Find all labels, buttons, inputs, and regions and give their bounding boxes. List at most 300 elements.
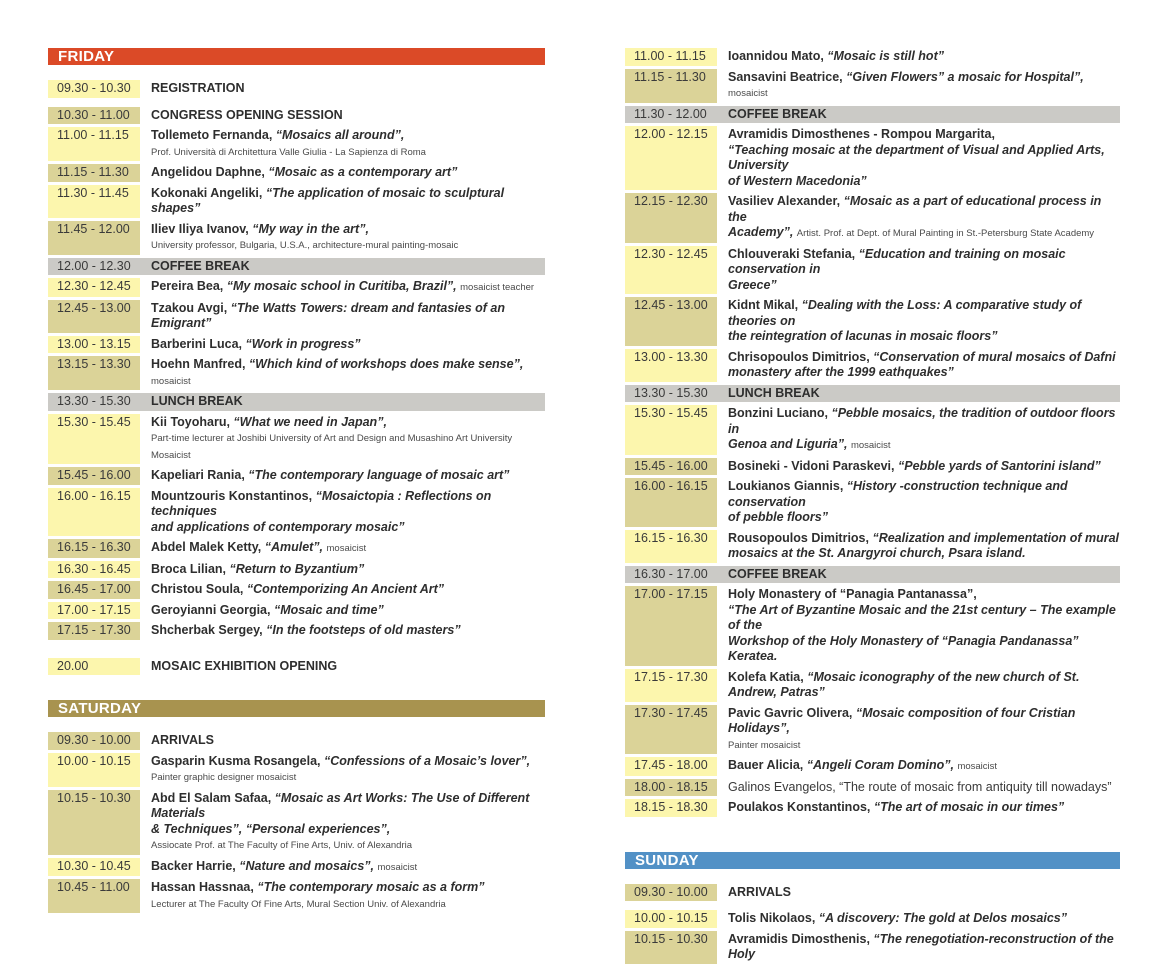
session-line xyxy=(151,791,545,822)
schedule-row xyxy=(48,561,545,579)
session-entry xyxy=(140,164,545,182)
session-line xyxy=(728,459,1120,475)
session-entry xyxy=(140,602,545,620)
session-entry xyxy=(717,757,1120,776)
time-cell: 13.30 - 15.30 xyxy=(57,394,131,408)
session-line xyxy=(728,174,1120,190)
session-line xyxy=(728,546,1120,562)
session-entry xyxy=(140,336,545,354)
session-line xyxy=(151,733,545,749)
schedule-row xyxy=(48,185,545,218)
session-line xyxy=(728,479,1120,510)
break-label xyxy=(717,566,1120,584)
session-name: Vasiliev Alexander, xyxy=(728,194,844,208)
session-name: Hoehn Manfred, xyxy=(151,357,249,371)
schedule-row xyxy=(48,622,545,640)
session-title: “Nature and mosaics”, xyxy=(239,858,378,873)
schedule-row xyxy=(48,879,545,913)
time-cell: 15.45 - 16.00 xyxy=(625,458,717,476)
session-line xyxy=(151,301,545,332)
session-title: “Contemporizing An Ancient Art” xyxy=(246,582,445,596)
session-entry xyxy=(717,799,1120,817)
session-line xyxy=(728,567,1120,583)
session-entry xyxy=(717,405,1120,455)
session-title: of pebble floors” xyxy=(728,510,828,524)
time-cell: 16.30 - 17.00 xyxy=(634,566,708,581)
schedule-row xyxy=(625,799,1120,817)
session-name: Poulakos Konstantinos, xyxy=(728,800,874,814)
time-cell: 18.15 - 18.30 xyxy=(625,799,717,817)
session-entry xyxy=(140,753,545,787)
session-event: COFFEE BREAK xyxy=(728,106,827,121)
session-name: Chlouveraki Stefania, xyxy=(728,246,859,261)
session-name: Tzakou Avgi, xyxy=(151,300,231,315)
session-name: Kapeliari Rania, xyxy=(151,468,249,482)
time-cell: 17.00 - 17.15 xyxy=(48,602,140,620)
session-plain: Galinos Evangelos, “The route of mosaic from antiquity till nowadays” xyxy=(728,779,1112,794)
session-title: “Mosaics all around”, xyxy=(275,128,405,142)
program-column-right xyxy=(625,48,1120,961)
time-cell: 16.15 - 16.30 xyxy=(48,539,140,558)
session-event: ARRIVALS xyxy=(151,733,214,747)
time-cell: 11.30 - 12.00 xyxy=(634,106,707,121)
session-event: ARRIVALS xyxy=(728,884,791,899)
session-entry xyxy=(140,658,545,676)
schedule-row xyxy=(625,705,1120,755)
session-title: “Mosaic is still hot” xyxy=(827,49,944,63)
session-entry xyxy=(140,790,545,855)
time-cell: 13.00 - 13.30 xyxy=(625,349,717,382)
session-line xyxy=(151,279,545,296)
session-line xyxy=(728,510,1120,526)
session-title: “The contemporary mosaic as a form” xyxy=(257,880,485,894)
session-title: “Mosaic composition of four Cristian Holidays”, xyxy=(728,705,1076,735)
schedule-row xyxy=(48,107,545,125)
session-name: Angelidou Daphne, xyxy=(151,165,269,179)
session-line xyxy=(728,706,1120,737)
session-line xyxy=(728,70,1120,102)
time-cell: 13.30 - 15.30 xyxy=(634,385,708,400)
schedule-row xyxy=(48,602,545,620)
session-entry xyxy=(717,910,1120,928)
session-line xyxy=(728,670,1120,701)
time-cell: 09.30 - 10.00 xyxy=(48,732,140,750)
session-name: Mountzouris Konstantinos, xyxy=(151,488,316,503)
session-entry xyxy=(717,705,1120,755)
session-name: Kokonaki Angeliki, xyxy=(151,185,266,200)
session-line xyxy=(151,769,545,786)
session-note: Lecturer at The Faculty Of Fine Arts, Mural Section Univ. of Alexandria xyxy=(151,898,446,910)
session-title: “A discovery: The gold at Delos mosaics” xyxy=(818,911,1067,925)
session-line xyxy=(151,186,545,217)
break-label xyxy=(140,258,545,276)
session-title: mosaics at the St. Anargyroi church, Psara island. xyxy=(728,546,1026,560)
session-name: Backer Harrie, xyxy=(151,858,240,873)
session-name: Shcherbak Sergey, xyxy=(151,623,267,637)
session-line xyxy=(151,562,545,578)
time-cell: 18.00 - 18.15 xyxy=(625,779,717,797)
session-event: COFFEE BREAK xyxy=(728,566,827,581)
session-entry xyxy=(140,561,545,579)
session-title: & Techniques”, “Personal experiences”, xyxy=(151,821,391,836)
session-title: Greece” xyxy=(728,277,777,292)
time-cell: 11.30 - 11.45 xyxy=(48,185,140,218)
session-title: “The renegotiation-reconstruction of the Holy xyxy=(728,931,1114,961)
schedule-row xyxy=(625,405,1120,455)
time-cell: 16.00 - 16.15 xyxy=(48,488,140,537)
session-entry xyxy=(717,193,1120,243)
time-cell: 10.15 - 10.30 xyxy=(48,790,140,855)
time-cell: 12.45 - 13.00 xyxy=(625,297,717,346)
session-line xyxy=(728,278,1120,294)
schedule-row xyxy=(48,414,545,465)
schedule-row xyxy=(48,539,545,558)
session-name: Broca Lilian, xyxy=(151,561,230,576)
session-entry xyxy=(717,48,1120,66)
time-cell: 17.15 - 17.30 xyxy=(48,622,140,640)
session-title: “Given Flowers” a mosaic for Hospital”, xyxy=(846,69,1084,84)
schedule-row xyxy=(625,669,1120,702)
session-event: COFFEE BREAK xyxy=(151,258,250,273)
schedule-row xyxy=(625,126,1120,190)
session-line xyxy=(728,406,1120,437)
time-cell: 11.00 - 11.15 xyxy=(48,127,140,161)
session-name: Ioannidou Mato, xyxy=(728,49,828,63)
session-line xyxy=(151,754,545,770)
session-entry xyxy=(140,221,545,255)
session-name: Gasparin Kusma Rosangela, xyxy=(151,753,324,768)
schedule-row xyxy=(48,336,545,354)
session-line xyxy=(728,780,1120,796)
break-row xyxy=(48,258,545,276)
session-entry xyxy=(140,300,545,333)
break-label xyxy=(717,106,1120,124)
session-name: Loukianos Giannis, xyxy=(728,479,847,493)
session-line xyxy=(151,540,545,557)
session-line xyxy=(728,800,1120,816)
time-cell: 11.00 - 11.15 xyxy=(625,48,717,66)
session-line xyxy=(728,587,1120,603)
schedule-row xyxy=(48,278,545,297)
session-entry xyxy=(717,69,1120,103)
session-line xyxy=(728,143,1120,174)
session-name: Barberini Luca, xyxy=(151,336,246,351)
session-title: “Mosaic as Art Works: The Use of Different Materials xyxy=(151,790,530,820)
session-title: “Pebble yards of Santorini island” xyxy=(897,458,1101,473)
session-line xyxy=(151,394,545,410)
session-title: “Dealing with the Loss: A comparative study of theories on xyxy=(728,298,1082,328)
break-row xyxy=(625,566,1120,584)
break-row xyxy=(625,385,1120,403)
session-title: “Amulet”, xyxy=(264,540,327,554)
session-name: Pereira Bea, xyxy=(151,279,227,293)
session-name: Bosineki - Vidoni Paraskevi, xyxy=(728,458,898,473)
schedule-row xyxy=(48,732,545,750)
session-name: Holy Monastery of “Panagia Pantanassa”, xyxy=(728,587,977,601)
schedule-row xyxy=(625,349,1120,382)
session-event: REGISTRATION xyxy=(151,81,245,95)
time-cell: 13.00 - 13.15 xyxy=(48,336,140,354)
session-line xyxy=(151,859,545,876)
session-line xyxy=(728,247,1120,278)
time-cell: 11.15 - 11.30 xyxy=(625,69,717,103)
session-line xyxy=(151,623,545,639)
time-cell: 10.00 - 10.15 xyxy=(48,753,140,787)
session-entry xyxy=(140,858,545,877)
session-entry xyxy=(717,246,1120,295)
session-event: LUNCH BREAK xyxy=(151,394,243,408)
session-entry xyxy=(717,458,1120,476)
session-note: mosaicist teacher xyxy=(460,282,535,293)
session-entry xyxy=(140,356,545,390)
break-label xyxy=(717,385,1120,403)
session-line xyxy=(728,225,1120,242)
session-entry xyxy=(717,478,1120,527)
session-title: “The Art of Byzantine Mosaic and the 21st century – The example of the xyxy=(728,602,1116,632)
schedule-row xyxy=(625,779,1120,797)
session-name: Abd El Salam Safaa, xyxy=(151,790,275,805)
session-line xyxy=(728,350,1120,366)
session-line xyxy=(728,437,1120,454)
session-note: mosaicist xyxy=(850,440,891,451)
session-title: Academy”, xyxy=(728,225,797,239)
time-cell: 10.30 - 11.00 xyxy=(48,107,140,125)
session-line xyxy=(151,357,545,389)
session-name: Bauer Alicia, xyxy=(728,758,807,772)
session-entry xyxy=(717,884,1120,902)
time-cell: 17.00 - 17.15 xyxy=(625,586,717,666)
session-entry xyxy=(140,467,545,485)
session-title: of Western Macedonia” xyxy=(728,173,867,188)
session-name: Bonzini Luciano, xyxy=(728,406,832,420)
session-note: Assiocate Prof. at The Faculty of Fine Arts, Univ. of Alexandria xyxy=(151,840,413,851)
time-cell: 12.00 - 12.15 xyxy=(625,126,717,190)
session-name: Geroyianni Georgia, xyxy=(151,602,274,617)
schedule-row xyxy=(625,910,1120,928)
session-line xyxy=(728,49,1120,65)
session-note: mosaicist xyxy=(728,88,768,99)
session-line xyxy=(151,144,545,161)
session-title: Workshop of the Holy Monastery of “Panagia Pandanassa” Keratea. xyxy=(728,633,1079,663)
time-cell: 09.30 - 10.30 xyxy=(48,80,140,98)
session-line xyxy=(151,880,545,896)
session-title: “The contemporary language of mosaic art” xyxy=(248,468,510,482)
schedule-row xyxy=(625,478,1120,527)
session-title: Genoa and Liguria”, xyxy=(728,437,851,451)
session-entry xyxy=(140,488,545,537)
session-name: Chrisopoulos Dimitrios, xyxy=(728,349,874,364)
session-entry xyxy=(717,669,1120,702)
break-row xyxy=(48,393,545,411)
session-line xyxy=(728,911,1120,927)
time-cell: 11.45 - 12.00 xyxy=(48,221,140,255)
time-cell: 20.00 xyxy=(48,658,140,676)
session-name: Kidnt Mikal, xyxy=(728,298,802,312)
schedule-row xyxy=(48,753,545,787)
session-line xyxy=(728,329,1120,345)
session-line xyxy=(728,758,1120,775)
day-header-sunday: SUNDAY xyxy=(625,852,1120,869)
session-entry xyxy=(140,278,545,297)
session-line xyxy=(151,237,545,254)
session-line xyxy=(728,365,1120,381)
session-name: Sansavini Beatrice, xyxy=(728,69,847,84)
session-name: Tolis Nikolaos, xyxy=(728,911,819,925)
schedule-row xyxy=(48,488,545,537)
schedule-row xyxy=(625,931,1120,964)
session-note: mosaicist xyxy=(377,861,418,873)
time-cell: 16.00 - 16.15 xyxy=(625,478,717,527)
schedule-row xyxy=(48,164,545,182)
session-title: “Mosaic and time” xyxy=(273,602,384,617)
session-title: “Mosaic as a part of educational process in the xyxy=(728,194,1102,224)
schedule-row xyxy=(625,530,1120,563)
time-cell: 16.15 - 16.30 xyxy=(625,530,717,563)
time-cell: 12.30 - 12.45 xyxy=(48,278,140,297)
schedule-row xyxy=(625,297,1120,346)
session-title: “In the footsteps of old masters” xyxy=(266,623,461,637)
session-title: “Work in progress” xyxy=(245,336,361,351)
session-note: Painter mosaicist xyxy=(728,739,801,751)
session-title: the reintegration of lacunas in mosaic floors” xyxy=(728,329,998,343)
session-entry xyxy=(140,107,545,125)
time-cell: 10.00 - 10.15 xyxy=(625,910,717,928)
session-line xyxy=(151,108,545,124)
time-cell: 13.15 - 13.30 xyxy=(48,356,140,390)
session-line xyxy=(728,932,1120,963)
session-line xyxy=(728,531,1120,547)
session-note: Painter graphic designer mosaicist xyxy=(151,772,297,783)
session-name: Kii Toyoharu, xyxy=(151,414,234,429)
session-line xyxy=(151,222,545,238)
session-note: Part-time lecturer at Joshibi University of Art and Design and Musashino Art University Mosaicist xyxy=(151,433,513,461)
session-entry xyxy=(140,185,545,218)
time-cell: 12.30 - 12.45 xyxy=(625,246,717,295)
schedule-row xyxy=(48,127,545,161)
schedule-row xyxy=(48,790,545,855)
session-line xyxy=(151,896,545,913)
session-line xyxy=(151,165,545,181)
session-name: Pavic Gavric Olivera, xyxy=(728,705,856,720)
schedule-row xyxy=(625,193,1120,243)
schedule-row xyxy=(48,858,545,877)
time-cell: 17.15 - 17.30 xyxy=(625,669,717,702)
session-line xyxy=(151,468,545,484)
session-line xyxy=(728,603,1120,634)
session-title: “Mosaictopia : Reflections on techniques xyxy=(151,488,492,518)
session-title: “Mosaic as a contemporary art” xyxy=(268,165,458,179)
session-title: “My way in the art”, xyxy=(252,221,369,236)
session-entry xyxy=(140,80,545,98)
time-cell: 12.45 - 13.00 xyxy=(48,300,140,333)
session-title: “Realization and implementation of mural xyxy=(872,530,1120,545)
session-line xyxy=(728,194,1120,225)
session-title: “Return to Byzantium” xyxy=(229,561,365,576)
session-name: Hassan Hassnaa, xyxy=(151,880,258,894)
session-title: “The art of mosaic in our times” xyxy=(873,800,1065,814)
time-cell: 15.30 - 15.45 xyxy=(625,405,717,455)
session-line xyxy=(151,81,545,97)
session-line xyxy=(151,837,545,854)
session-title: “My mosaic school in Curitiba, Brazil”, xyxy=(226,279,461,293)
session-entry xyxy=(140,879,545,913)
session-title: and applications of contemporary mosaic” xyxy=(151,519,405,534)
session-entry xyxy=(717,931,1120,964)
session-entry xyxy=(717,349,1120,382)
session-title: “Confessions of a Mosaic’s lover”, xyxy=(323,753,531,768)
time-cell: 15.45 - 16.00 xyxy=(48,467,140,485)
time-cell: 12.00 - 12.30 xyxy=(57,258,131,273)
session-line xyxy=(151,582,545,598)
session-name: Rousopoulos Dimitrios, xyxy=(728,530,873,545)
day-header-friday: FRIDAY xyxy=(48,48,545,65)
session-line xyxy=(151,659,545,675)
day-header-saturday: SATURDAY xyxy=(48,700,545,717)
schedule-row xyxy=(48,356,545,390)
session-title: “History -construction technique and conservation xyxy=(728,479,1068,509)
session-title: monastery after the 1999 eathquakes” xyxy=(728,365,954,379)
session-title: “The application of mosaic to sculptural shapes” xyxy=(151,185,505,215)
time-cell: 16.30 - 16.45 xyxy=(48,561,140,579)
time-cell: 11.15 - 11.30 xyxy=(48,164,140,182)
session-name: Christou Soula, xyxy=(151,582,247,596)
session-line xyxy=(151,520,545,536)
session-entry xyxy=(140,414,545,465)
session-entry xyxy=(140,127,545,161)
session-name: Avramidis Dimosthenes - Rompou Margarita, xyxy=(728,127,995,141)
session-entry xyxy=(140,539,545,558)
session-name: Tollemeto Fernanda, xyxy=(151,128,276,142)
break-row xyxy=(625,106,1120,124)
schedule-row xyxy=(48,80,545,98)
session-line xyxy=(151,822,545,838)
session-event: LUNCH BREAK xyxy=(728,385,820,400)
schedule-row xyxy=(48,300,545,333)
session-line xyxy=(151,259,545,275)
session-line xyxy=(151,337,545,353)
session-line xyxy=(728,107,1120,123)
schedule-row xyxy=(48,581,545,599)
session-title: “Angeli Coram Domino”, xyxy=(806,758,958,772)
session-title: “Mosaic iconography of the new church of St. Andrew, Patras” xyxy=(728,669,1080,699)
schedule-row xyxy=(625,69,1120,103)
session-note: mosaicist xyxy=(326,543,367,554)
session-line xyxy=(151,603,545,619)
program-column-left xyxy=(48,48,545,910)
time-cell: 10.45 - 11.00 xyxy=(48,879,140,913)
session-entry xyxy=(140,732,545,750)
time-cell: 16.45 - 17.00 xyxy=(48,581,140,599)
session-entry xyxy=(717,779,1120,797)
time-cell: 10.30 - 10.45 xyxy=(48,858,140,877)
schedule-row xyxy=(625,884,1120,902)
session-entry xyxy=(717,586,1120,666)
session-title: “The Watts Towers: dream and fantasies of an Emigrant” xyxy=(151,300,506,330)
time-cell: 17.45 - 18.00 xyxy=(625,757,717,776)
schedule-row xyxy=(625,458,1120,476)
session-title: “Which kind of workshops does make sense”, xyxy=(248,357,524,371)
session-line xyxy=(151,128,545,144)
session-title: “Education and training on mosaic conservation in xyxy=(728,246,1066,276)
schedule-row xyxy=(625,246,1120,295)
schedule-row xyxy=(48,467,545,485)
time-cell: 12.15 - 12.30 xyxy=(625,193,717,243)
schedule-row xyxy=(625,757,1120,776)
session-note: mosaicist xyxy=(957,761,998,772)
time-cell: 15.30 - 15.45 xyxy=(48,414,140,465)
session-name: Iliev Iliya Ivanov, xyxy=(151,221,253,236)
session-line xyxy=(151,430,545,463)
